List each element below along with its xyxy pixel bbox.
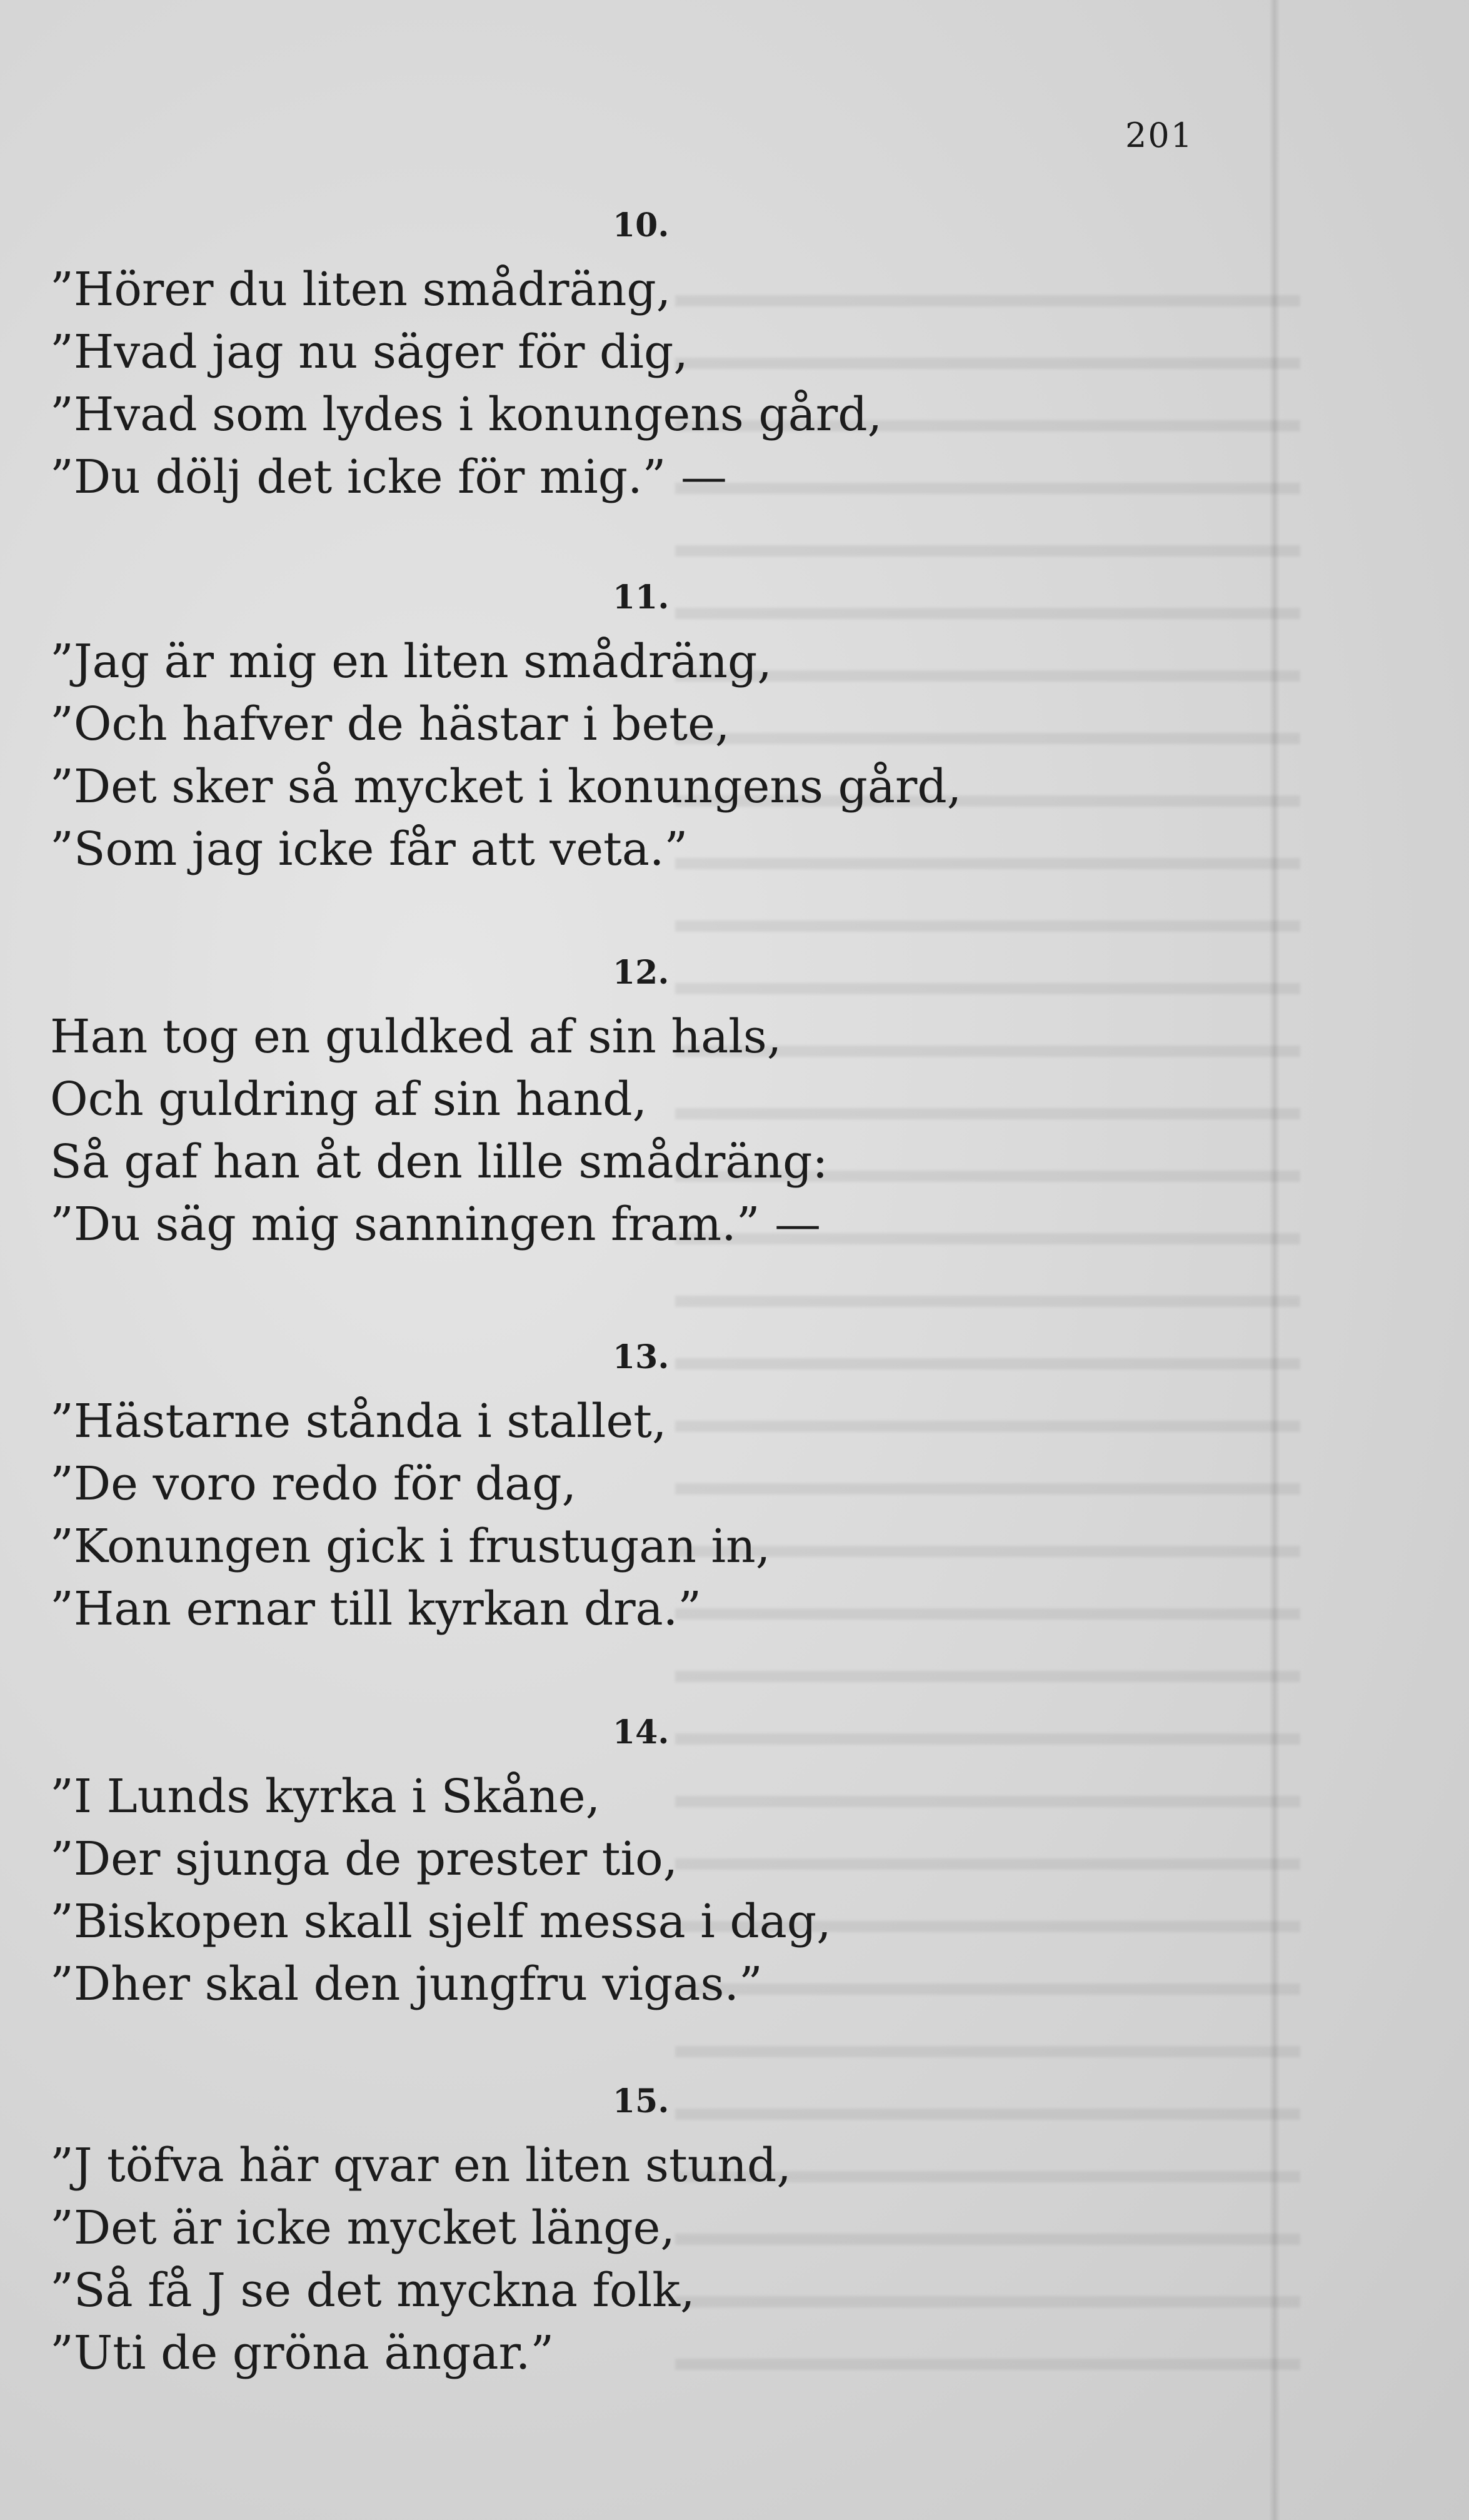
verse-line: ”Konungen gick i frustugan in, (50, 1520, 771, 1573)
verse-line: Så gaf han åt den lille smådräng: (50, 1135, 828, 1189)
verse-line: ”Och hafver de hästar i bete, (50, 697, 730, 751)
verse-line: ”Uti de gröna ängar.” (50, 2326, 554, 2380)
verse-line: ”Det sker så mycket i konungens gård, (50, 760, 962, 814)
page-fold-shadow (1269, 0, 1280, 2520)
verse-line: ”Hvad jag nu säger för dig, (50, 325, 688, 379)
verse-line: ”I Lunds kyrka i Skåne, (50, 1770, 601, 1823)
stanza-number: 14. (613, 1713, 669, 1751)
stanza-number: 12. (613, 954, 669, 992)
verse-line: ”J töfva här qvar en liten stund, (50, 2139, 791, 2192)
verse-line: ”Hvad som lydes i konungens gård, (50, 388, 883, 441)
stanza-number: 11. (613, 578, 669, 617)
verse-line: ”Dher skal den jungfru vigas.” (50, 1957, 763, 2011)
verse-line: ”Der sjunga de prester tio, (50, 1832, 678, 1886)
verse-line: ”Biskopen skall sjelf messa i dag, (50, 1895, 831, 1948)
page-number: 201 (1125, 116, 1194, 155)
stanza-number: 10. (613, 206, 669, 244)
verse-line: ”Hästarne stånda i stallet, (50, 1394, 667, 1448)
verse-line: ”Jag är mig en liten smådräng, (50, 635, 772, 688)
verse-line: Han tog en guldked af sin hals, (50, 1010, 782, 1064)
verse-line: ”Som jag icke får att veta.” (50, 822, 688, 876)
bleed-through-text (675, 263, 1300, 2389)
verse-line: ”Så få J se det myckna folk, (50, 2264, 695, 2317)
verse-line: ”Han ernar till kyrkan dra.” (50, 1582, 702, 1636)
verse-line: ”Det är icke mycket länge, (50, 2201, 675, 2255)
stanza-number: 13. (613, 1338, 669, 1376)
verse-line: ”Hörer du liten smådräng, (50, 263, 671, 316)
stanza-number: 15. (613, 2082, 669, 2120)
verse-line: ”Du dölj det icke för mig.” — (50, 450, 728, 504)
verse-line: Och guldring af sin hand, (50, 1072, 648, 1126)
verse-line: ”De voro redo för dag, (50, 1457, 577, 1511)
verse-line: ”Du säg mig sanningen fram.” — (50, 1197, 821, 1251)
